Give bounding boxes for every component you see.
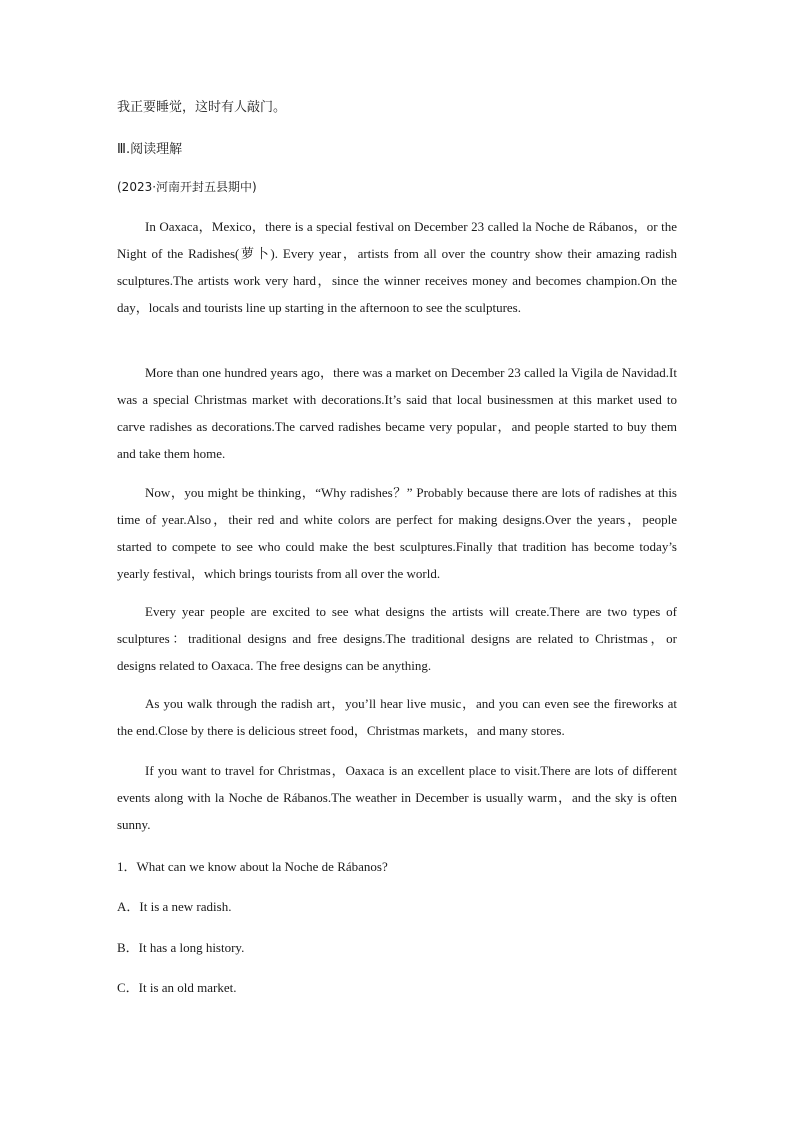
section-heading: Ⅲ.阅读理解	[117, 142, 183, 157]
option-c: C．It is an old market.	[117, 980, 237, 995]
intro-sentence: 我正要睡觉，这时有人敲门。	[117, 100, 287, 115]
passage-paragraph-3: Now，you might be thinking，“Why radishes？” Probably because there are lots of radishes at this time of year.Also，their red and white colors are perfect for making designs.Over the years，people started to compete to see who could make the best sculptures.Finally that tradition has become today’s yearly festival，which brings tourists from all over the world.	[117, 485, 677, 581]
passage-paragraph-6: If you want to travel for Christmas，Oaxaca is an excellent place to visit.There are lots of different events along with la Noche de Rábanos.The weather in December is usually warm，and the sky is often sunny.	[117, 763, 677, 832]
question-stem: 1．What can we know about la Noche de Rábanos?	[117, 859, 388, 874]
source-tag: (2023·河南开封五县期中)	[117, 180, 257, 194]
passage-paragraph-2: More than one hundred years ago，there was a market on December 23 called la Vigila de Navidad.It was a special Christmas market with decorations.It’s said that local businessmen at this market used to carve radishes as decorations.The carved radishes became very popular，and people started to buy them and take them home.	[117, 365, 677, 461]
option-a: A．It is a new radish.	[117, 899, 232, 914]
passage-paragraph-5: As you walk through the radish art，you’ll hear live music，and you can even see the fireworks at the end.Close by there is delicious street food，Christmas markets，and many stores.	[117, 696, 677, 738]
passage-paragraph-1: In Oaxaca，Mexico，there is a special festival on December 23 called la Noche de Rábanos，or the Night of the Radishes(萝卜). Every year，artists from all over the country show their amazing radish sculptures.The artists work very hard，since the winner receives money and becomes champion.On the day，locals and tourists line up starting in the afternoon to see the sculptures.	[117, 219, 677, 315]
passage-paragraph-4: Every year people are excited to see what designs the artists will create.There are two types of sculptures：traditional designs and free designs.The traditional designs are related to Christmas，or designs related to Oaxaca. The free designs can be anything.	[117, 604, 677, 673]
option-b: B．It has a long history.	[117, 940, 245, 955]
